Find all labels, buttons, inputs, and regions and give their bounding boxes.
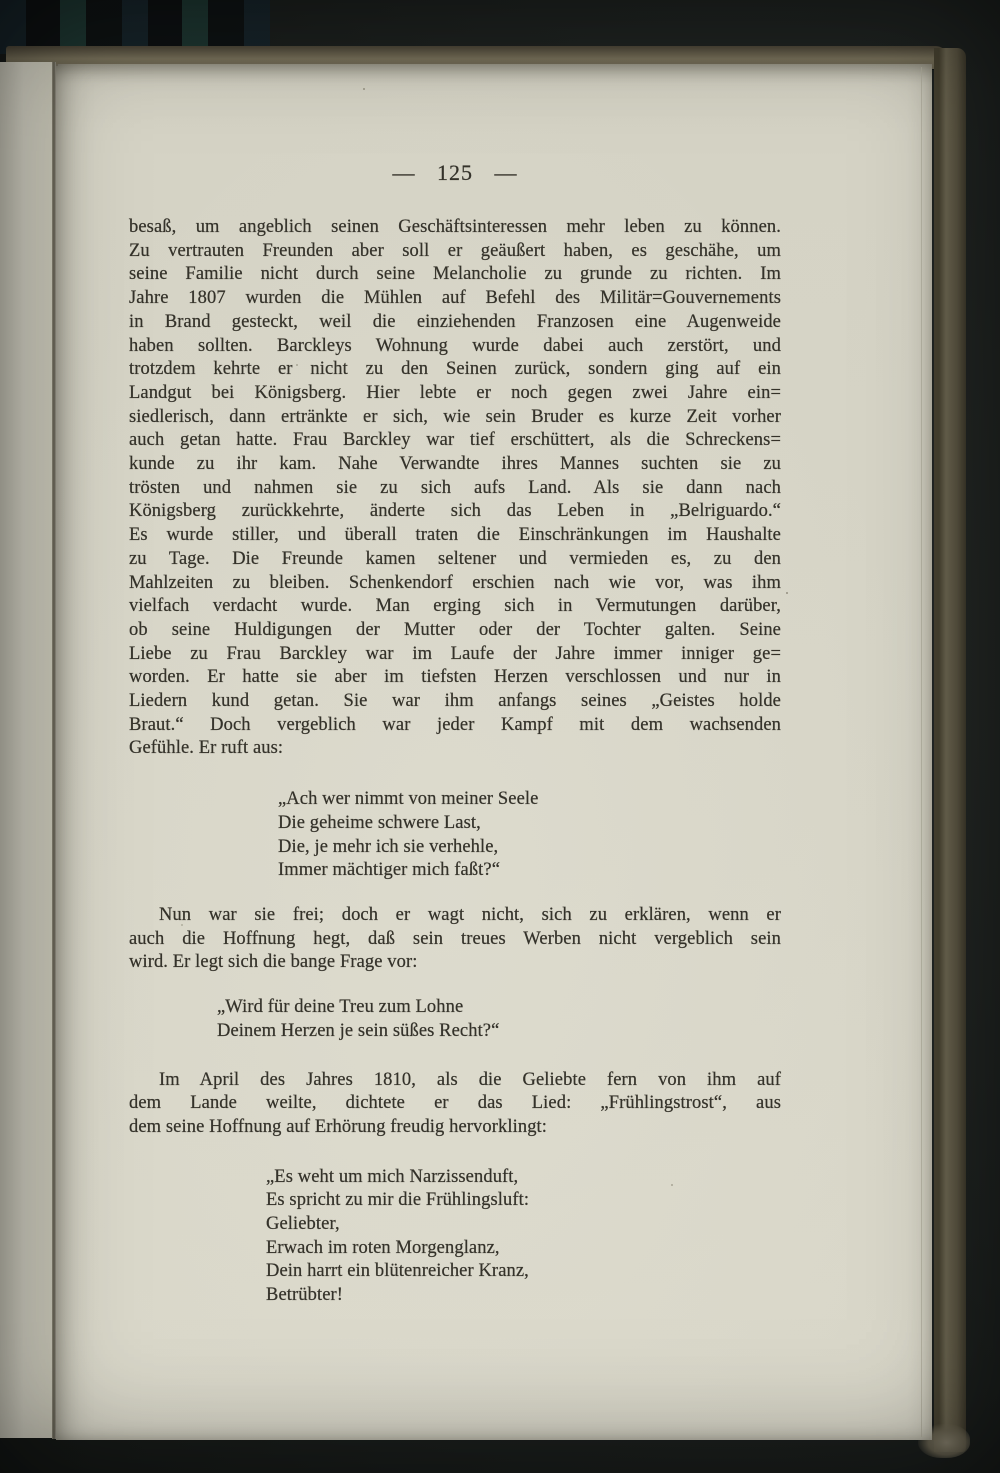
text-line: in Brand gesteckt, weil die einziehenden Franzosen eine Augenweide [129,311,781,332]
text-line: „Ach wer nimmt von meiner Seele [278,789,539,810]
text-line: „Wird für deine Treu zum Lohne [217,997,464,1018]
text-line: Es wurde stiller, und überall traten die Einschränkungen im Haushalte [129,525,781,546]
text-line: Die, je mehr ich sie verhehle, [278,836,499,857]
text-line: Es spricht zu mir die Frühlingsluft: [266,1190,530,1211]
text-line: Landgut bei Königsberg. Hier lebte er noch gegen zwei Jahre ein= [129,382,781,403]
verse-block [217,996,781,1043]
text-line: Liedern kund getan. Sie war ihm anfangs seines „Geistes holde [129,691,781,712]
paragraph-block [129,216,781,761]
page-header [129,160,781,186]
text-line: Braut.“ Doch vergeblich war jeder Kampf mit dem wachsenden [129,714,781,735]
text-line: Erwach im roten Morgenglanz, [266,1237,500,1258]
text-line: Königsberg zurückkehrte, änderte sich das Leben in „Belriguardo.“ [129,501,781,522]
text-line: haben sollten. Barckleys Wohnung wurde dabei auch zerstört, und [129,335,781,356]
text-line: Die geheime schwere Last, [278,812,481,833]
text-line: „Es weht um mich Narzissenduft, [266,1166,519,1187]
text-line: dem seine Hoffnung auf Erhörung freudig hervorklingt: [129,1116,548,1137]
text-line: trösten und nahmen sie zu sich aufs Land. Als sie dann nach [129,477,781,498]
text-line: siedlerisch, dann ertränkte er sich, wie sein Bruder es kurze Zeit vorher [129,406,781,427]
text-line: worden. Er hatte sie aber im tiefsten Herzen verschlossen und nur in [129,667,781,688]
text-line: besaß, um angeblich seinen Geschäftsinteressen mehr leben zu können. [129,217,781,237]
paper-specks [56,64,58,66]
text-line: kunde zu ihr kam. Nahe Verwandte ihres Mannes suchten sie zu [129,454,781,475]
text-line: zu Tage. Die Freunde kamen seltener und vermieden es, zu den [129,548,781,569]
text-line: ob seine Huldigungen der Mutter oder der Tochter galten. Seine [129,619,781,640]
book-cover-right-edge [934,48,966,1452]
page-number: — 125 — [392,160,518,185]
text-line: dem Lande weilte, dichtete er das Lied: „Frühlingstrost“, aus [129,1093,781,1114]
text-line: seine Familie nicht durch seine Melancholie zu grunde zu richten. Im [129,264,781,285]
text-line: auch getan hatte. Frau Barckley war tief erschüttert, als die Schreckens= [129,430,781,451]
text-line: Zu vertrauten Freunden aber soll er geäußert haben, es geschähe, um [129,240,781,261]
text-line: auch die Hoffnung hegt, daß sein treues Werben nicht vergeblich sein [129,928,781,949]
text-line: Nun war sie frei; doch er wagt nicht, sich zu erklären, wenn er [159,904,781,925]
text-line: vielfach verdacht wurde. Man erging sich in Vermutungen darüber, [129,596,781,617]
text-line: Geliebter, [266,1214,340,1235]
text-line: Dein harrt ein blütenreicher Kranz, [266,1261,529,1282]
text-line: Gefühle. Er ruft aus: [129,738,284,759]
book-page [56,64,932,1440]
paragraph-block [129,1069,781,1140]
verse-block [278,788,781,883]
paragraph-block [129,904,781,975]
page-text [129,216,781,1308]
page-stack-edge-lines [919,67,926,1437]
text-line: Mahlzeiten zu bleiben. Schenkendorf erschien nach wie vor, was ihm [129,572,781,593]
text-line: Jahre 1807 wurden die Mühlen auf Befehl des Militär=Gouvernements [129,288,781,309]
verse-block [266,1166,781,1308]
text-line: Deinem Herzen je sein süßes Recht?“ [217,1020,500,1041]
text-line: Immer mächtiger mich faßt?“ [278,860,501,881]
text-line: Liebe zu Frau Barckley war im Laufe der Jahre immer inniger ge= [129,643,781,664]
text-line: wird. Er legt sich die bange Frage vor: [129,952,418,973]
text-line: Im April des Jahres 1810, als die Geliebte fern von ihm auf [159,1069,781,1090]
underlying-page-edge [0,62,52,1438]
text-line: trotzdem kehrte er nicht zu den Seinen zurück, sondern ging auf ein [129,359,781,380]
text-line: Betrübter! [266,1285,344,1306]
